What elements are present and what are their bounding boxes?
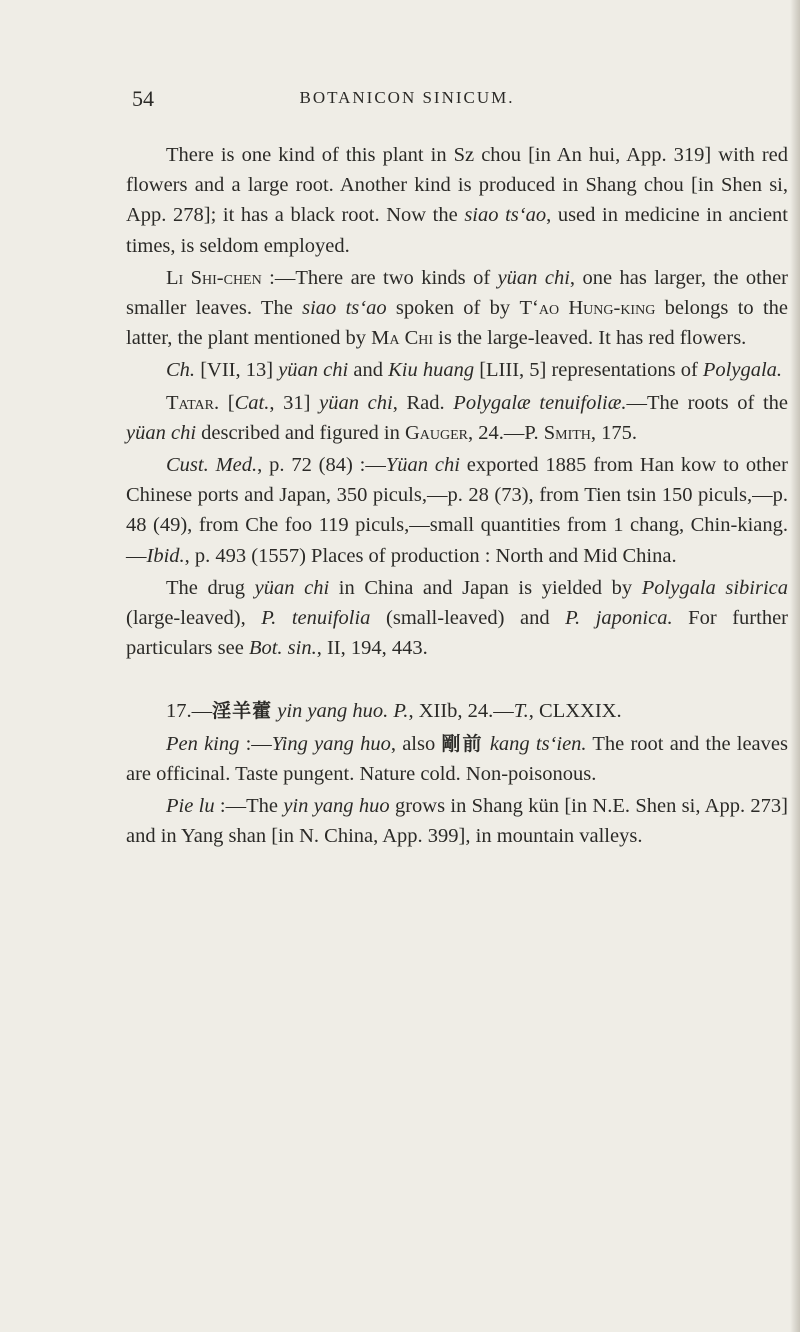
text-run: and [348, 359, 389, 382]
text-run: , 175. [590, 421, 638, 444]
paragraph [126, 263, 788, 354]
text-run: , p. 72 (84) :— [257, 454, 386, 477]
text-run: belongs to the latter, the plant mentioned by [126, 297, 789, 350]
chinese-characters: 淫羊藿 [212, 700, 273, 723]
author-name: Tatar. [166, 391, 220, 414]
chinese-characters: 剛前 [441, 732, 484, 755]
italic-text: yüan chi [254, 576, 330, 599]
page-number: 54 [132, 86, 154, 111]
text-run: [VII, 13] [195, 359, 279, 382]
text-run: , 31] [269, 391, 320, 414]
running-title: BOTANICON SINICUM. [299, 88, 515, 107]
italic-text: Ch. [166, 359, 196, 382]
text-run: spoken of by [386, 297, 520, 320]
italic-text: yin yang huo. [277, 700, 389, 723]
italic-text: yüan chi [126, 421, 197, 444]
italic-text: Polygala sibirica [641, 576, 789, 599]
paragraph [126, 140, 788, 261]
text-run: grows in Shang kün [in N.E. Shen si, App. 273] and in Yang shan [in N. China, App. 399], in mountain valleys. [126, 795, 788, 848]
text-run: , also [390, 732, 442, 755]
italic-text: Pen king [166, 732, 240, 755]
italic-text: P. tenuifolia [261, 607, 371, 630]
text-run: , II, 194, 443. [316, 637, 428, 660]
italic-text: Polygala. [702, 359, 783, 382]
italic-text: Pie lu [166, 795, 215, 818]
italic-text: Yüan chi [385, 454, 460, 477]
italic-text: P. japonica. [565, 607, 673, 630]
text-run: , used in medicine in ancient times, is seldom employed. [126, 204, 788, 257]
text-run: There is one kind of this plant in Sz chou [in An hui, App. 319] with red flowers and a large root. Another kind is produced in Shang chou [in Shen si, App. 278]; it has a black root. Now the [126, 144, 788, 227]
text-run: The drug [166, 576, 255, 599]
paragraph [126, 450, 788, 571]
italic-text: siao ts‘ao [302, 297, 387, 320]
italic-text: yin yang huo [283, 795, 390, 818]
italic-text: T. [513, 700, 529, 723]
italic-text: siao ts‘ao [464, 204, 547, 227]
italic-text: Polygalæ tenuifoliæ. [453, 391, 627, 414]
text-run: :—There are two kinds of [261, 266, 498, 289]
author-name: Li Shi-chen [166, 266, 262, 289]
text-run: , XIIb, 24.— [408, 700, 514, 723]
text-run: , p. 493 (1557) Places of production : North and Mid China. [184, 544, 677, 567]
italic-text: Kiu huang [388, 359, 475, 382]
italic-text: yüan chi [319, 391, 393, 414]
text-run: (large-leaved), [126, 607, 262, 630]
italic-text: yüan chi [497, 266, 570, 289]
author-name: P. Smith [524, 421, 591, 444]
text-run: , Rad. [392, 391, 454, 414]
text-run: exported 1885 from Han kow to other Chinese ports and Japan, 350 piculs,—p. 28 (73), from Tien tsin 150 piculs,—p. 48 (49), from Che foo 119 piculs,—small quantities from 1 chang, Chin-kiang.— [126, 454, 788, 567]
text-run: [LIII, 5] representations of [474, 359, 703, 382]
page-edge [790, 0, 800, 1332]
paragraph [126, 355, 788, 385]
text-run: 17.— [166, 700, 213, 723]
text-run: The root and the leaves are officinal. Taste pungent. Nature cold. Non-poisonous. [126, 732, 788, 785]
paragraph [126, 729, 788, 789]
text-run: :—The [214, 795, 284, 818]
paragraph [126, 696, 788, 726]
text-run: —The roots of the [626, 391, 789, 414]
text-run: :— [239, 732, 272, 755]
italic-text: yüan chi [278, 359, 349, 382]
text-run: , CLXXIX. [528, 700, 622, 723]
paragraph [126, 791, 788, 851]
text-run: , 24.— [467, 421, 525, 444]
text-run: [ [219, 391, 235, 414]
italic-text: Cat. [234, 391, 270, 414]
italic-text: Cust. Med. [166, 454, 258, 477]
page-body [126, 140, 788, 851]
author-name: Gauger [404, 421, 468, 444]
text-run: in China and Japan is yielded by [329, 576, 642, 599]
italic-text: Ibid. [146, 544, 185, 567]
text-run: is the large-leaved. It has red flowers. [433, 327, 747, 350]
text-run: (small-leaved) and [370, 607, 566, 630]
text-run: For further particulars see [126, 607, 788, 660]
italic-text: Bot. sin. [248, 637, 317, 660]
text-run: described and figured in [196, 421, 405, 444]
page-header [132, 86, 682, 110]
italic-text: Ying yang huo [271, 732, 391, 755]
author-name: Ma Chi [371, 327, 434, 350]
italic-text: kang ts‘ien. [489, 732, 587, 755]
text-run: , one has larger, the other smaller leaves. The [126, 266, 788, 320]
italic-text: P. [393, 700, 409, 723]
author-name: T‘ao Hung-king [519, 297, 656, 320]
paragraph [126, 388, 788, 448]
paragraph [126, 573, 788, 664]
